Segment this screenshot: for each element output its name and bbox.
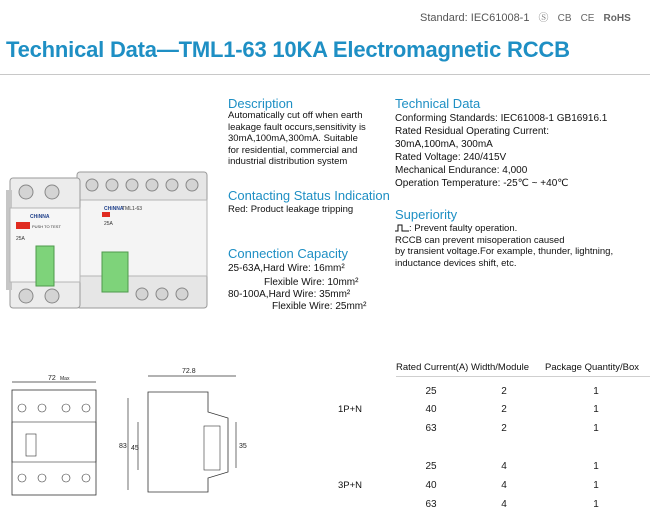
contacting-heading: Contacting Status Indication: [228, 188, 390, 203]
table-cell: 1: [593, 480, 599, 491]
table-cell: 4: [501, 461, 507, 472]
table-cell: 1: [593, 404, 599, 415]
brand-label-front: CHiNNA: [30, 214, 50, 220]
superiority-line: by transient voltage.For example, thunder, lightning,: [395, 246, 614, 257]
superiority-line: inductance devices shift, etc.: [395, 257, 517, 269]
contacting-text: Red: Product leakage tripping: [228, 204, 354, 215]
table-cell: 1: [593, 461, 599, 472]
connection-line: 80-100A,Hard Wire: 35mm²: [228, 289, 351, 300]
technical-line: 30mA,100mA, 300mA: [395, 139, 493, 150]
technical-line: Rated Voltage: 240/415V: [395, 152, 507, 163]
table-cell: 63: [425, 423, 437, 434]
depth-dimension-label: 72.8: [182, 368, 196, 375]
table-header-current: Rated Current(A): [396, 362, 469, 373]
group-label-3p-n: 3P+N: [338, 480, 363, 491]
side-dimension-drawing: [108, 362, 258, 502]
table-cell: 2: [501, 386, 507, 397]
technical-line: Rated Residual Operating Current:: [395, 126, 549, 137]
connection-line: Flexible Wire: 25mm²: [272, 301, 367, 312]
connection-line: 25-63A,Hard Wire: 16mm²: [228, 263, 345, 274]
description-body: [228, 110, 383, 168]
table-cell: 2: [501, 423, 507, 434]
table-header-package: Package Quantity/Box: [545, 362, 639, 373]
toggle-dimension-label: 35: [239, 443, 247, 450]
superiority-line: : Prevent faulty operation.: [395, 223, 613, 235]
table-header-divider: [396, 376, 650, 377]
width-dimension-label: 72: [48, 375, 56, 382]
table-cell: 4: [501, 480, 507, 491]
table-cell: 40: [425, 480, 437, 491]
push-to-test-label: PUSH TO TEST: [32, 224, 61, 229]
ce-mark-icon: CE: [580, 13, 595, 24]
brand-label-back: CHiNNA: [104, 206, 124, 212]
table-cell: 25: [425, 386, 437, 397]
superiority-line: RCCB can prevent misoperation caused: [395, 234, 565, 246]
page-title: Technical Data—TML1-63 10KA Electromagnetic RCCB: [6, 37, 570, 62]
rohs-mark-icon: RoHS: [603, 13, 631, 24]
description-line: for residential, commercial and: [228, 144, 358, 156]
technical-line: Conforming Standards: IEC61008-1 GB16916.1: [395, 113, 608, 124]
group-label-1p-n: 1P+N: [338, 404, 363, 415]
table-cell: 40: [425, 404, 437, 415]
safety-mark-icon: Ⓢ: [538, 13, 549, 24]
table-cell: 63: [425, 499, 437, 510]
standard-line: [420, 9, 637, 24]
description-line: 30mA,100mA,300mA. Suitable: [228, 133, 358, 144]
description-line: leakage fault occurs,sensitivity is: [228, 121, 366, 133]
superiority-body: [395, 223, 613, 269]
cb-mark-icon: CB: [557, 13, 572, 24]
mid-height-dimension-label: 45: [131, 445, 139, 452]
table-cell: 2: [501, 404, 507, 415]
technical-line: Operation Temperature: -25℃ ~ +40℃: [395, 178, 569, 189]
description-line: Automatically cut off when earth: [228, 110, 363, 121]
table-cell: 25: [425, 461, 437, 472]
width-unit-label: Max: [60, 376, 70, 382]
rccb-2-module: [6, 178, 80, 308]
pulse-waveform-icon: [395, 224, 409, 232]
rating-label-front: 25A: [16, 236, 25, 242]
connection-heading: Connection Capacity: [228, 246, 348, 261]
table-cell: 1: [593, 423, 599, 434]
technical-heading: Technical Data: [395, 96, 481, 111]
product-photo: [2, 160, 212, 310]
rating-label-back: 25A: [104, 221, 113, 227]
rccb-4-module: [77, 172, 207, 308]
technical-body: [395, 112, 607, 190]
title-divider: [0, 74, 650, 75]
front-dimension-drawing: [8, 372, 108, 502]
table-header-width: Width/Module: [471, 362, 530, 373]
model-label-back: TML1-63: [122, 206, 143, 212]
description-heading: Description: [228, 96, 294, 111]
table-cell: 1: [593, 499, 599, 510]
table-cell: 4: [501, 499, 507, 510]
table-cell: 1: [593, 386, 599, 397]
description-line: industrial distribution system: [228, 156, 348, 167]
technical-line: Mechanical Endurance: 4,000: [395, 165, 528, 176]
connection-line: Flexible Wire: 10mm²: [264, 277, 359, 288]
standard-text: Standard: IEC61008-1: [420, 12, 530, 24]
height-dimension-label: 83: [119, 443, 127, 450]
superiority-heading: Superiority: [395, 207, 458, 222]
